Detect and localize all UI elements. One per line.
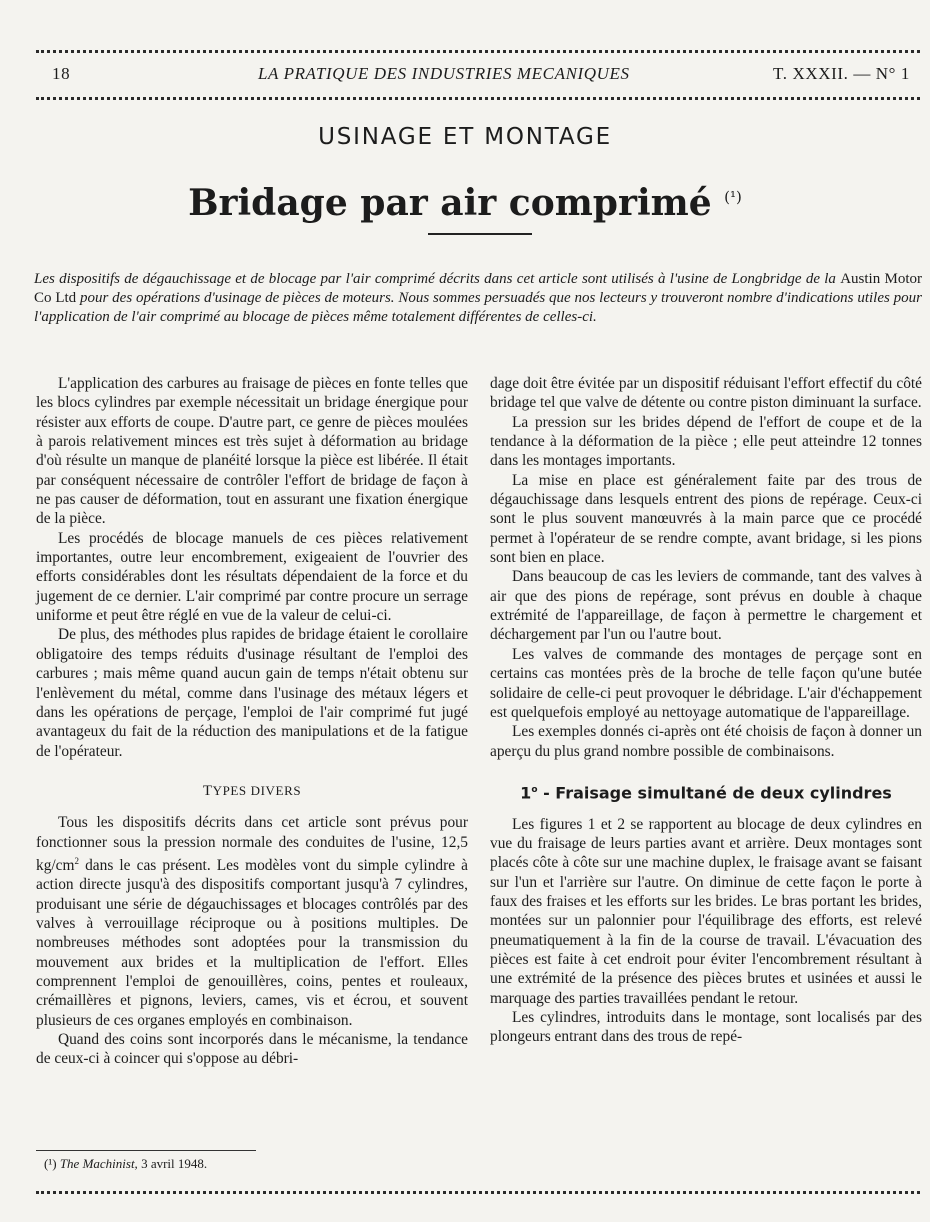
right-paragraph-0: dage doit être évitée par un dispositif réduisant l'effort effectif du côté bridage tel que valve de détente ou contre piston diminuant la surface. <box>490 375 922 412</box>
left-paragraph-4b: dans le cas présent. Les modèles vont du simple cylindre à action directe jusqu'à des dispositifs comportant jusqu'à 7 cylindres, produisant une série de dégauchissages et blocages contrôlés par des valves à verrouillage réciproque ou à positions multiples. De nombreuses méthodes sont adoptées pour la transmission du mouvement aux brides et la multiplication de l'effort. Elles comprennent l'emploi de genouillères, coins, pentes et rouleaux, crémaillères et pignons, leviers, cames, vis et écrou, et souvent plusieurs de ces organes employés en combinaison. <box>36 857 468 1029</box>
right-column <box>490 374 922 1047</box>
right-paragraph-5: Les exemples donnés ci-après ont été choisis de façon à donner un aperçu du plus grand nombre possible de combinaisons. <box>490 723 922 760</box>
lede-text-2: pour des opérations d'usinage de pièces de moteurs. Nous sommes persuadés que nos lecteurs y trouveront nombre d'indications utiles pour l'application de l'air comprimé au blocage de pièces même totalement différentes de celles-ci. <box>34 290 922 325</box>
lede-company: Austin Motor Co Ltd <box>34 271 922 306</box>
page-number: 18 <box>52 64 71 83</box>
article-title <box>0 182 930 224</box>
header-dotted-rule <box>36 97 920 100</box>
subheading-types-divers <box>36 781 468 801</box>
right-paragraph-7: Les cylindres, introduits dans le montage, sont localisés par des plongeurs entrant dans des trous de repé- <box>490 1008 922 1046</box>
subheading-fraisage <box>490 781 922 803</box>
right-paragraph-1: La pression sur les brides dépend de l'effort de coupe et de la tendance à la déformation de la pièce ; elle peut atteindre 12 tonnes dans les montages importants. <box>490 413 922 470</box>
right-paragraph-2: La mise en place est généralement faite par des trous de dégauchissage dans lesquels entrent des pions de repérage. Ceux-ci sont le plus souvent manœuvrés à la main parce que ce procédé permet à l'opérateur de se rendre compte, avant bridage, si les pions sont bien en place. <box>490 471 922 567</box>
right-paragraph-6: Les figures 1 et 2 se rapportent au blocage de deux cylindres en vue du fraisage de leurs parties avant et arrière. Deux montages sont placés côte à côte sur une machine duplex, le fraisage avant se faisant sur l'un et l'arrière sur l'autre. On diminue de cette façon le porte à faux des fraises et les efforts sur les brides. Le bras portant les brides, montées sur un palonnier pour l'équilibrage des efforts, est relevé pneumatiquement à la fin de la course de travail. L'évacuation des pièces est faite à cet endroit pour éviter l'encombrement résultant à une extrémité de la présence des pièces brutes et usinées et aussi le marquage des parties travaillées pendant le retour. <box>490 815 922 1007</box>
subheading-rest: YPES DIVERS <box>212 782 302 798</box>
unit-superscript: 2 <box>74 855 79 866</box>
top-dotted-rule <box>36 50 920 53</box>
left-column <box>36 374 468 1069</box>
footnote-date: 3 avril 1948. <box>137 1156 208 1171</box>
subheading-ordinal: o <box>531 784 538 795</box>
section-heading: USINAGE ET MONTAGE <box>318 124 612 150</box>
volume-number: T. XXXII. — N° 1 <box>773 64 910 83</box>
left-paragraph-3: De plus, des méthodes plus rapides de bridage étaient le corollaire obligatoire des temps réduits d'usinage résultant de l'emploi des carbures ; mais même quand aucun gain de temps n'était obtenu sur l'enlèvement du métal, comme dans l'usinage des métaux légers et dans les opérations de perçage, l'emploi de l'air comprimé fut jugé avantageux du fait de la réduction des manipulations et de la fatigue de l'opérateur. <box>36 626 468 760</box>
left-paragraph-5: Quand des coins sont incorporés dans le mécanisme, la tendance de ceux-ci à coincer qui s'oppose au débri- <box>36 1031 468 1068</box>
left-paragraph-4a: Tous les dispositifs décrits dans cet article sont prévus pour fonctionner sous la pression normale des conduites de l'usine, 12,5 kg/cm <box>36 814 468 875</box>
left-paragraph-2: Les procédés de blocage manuels de ces pièces relativement importantes, outre leur encombrement, exigeaient de l'ouvrier des efforts considérables dont les résultats dépendaient de la force et du jugement de ce dernier. L'air comprimé par contre procure un serrage uniforme et peut être réglé en vue de la valeur de celui-ci. <box>36 529 468 625</box>
journal-title: LA PRATIQUE DES INDUSTRIES MECANIQUES <box>258 64 630 83</box>
footnote-mark: (¹) <box>44 1156 57 1171</box>
subheading-initial: T <box>202 782 213 799</box>
title-footnote-mark: (¹) <box>724 188 742 206</box>
subheading-text: - Fraisage simultané de deux cylindres <box>537 783 892 803</box>
lede-text-1: Les dispositifs de dégauchissage et de blocage par l'air comprimé décrits dans cet article sont utilisés à l'usine de Longbridge de la <box>34 271 841 287</box>
right-paragraph-3: Dans beaucoup de cas les leviers de commande, tant des valves à air que des pions de repérage, sont prévus en double à chaque extrémité de l'appareillage, de façon à permettre le chargement et déchargement par l'un ou l'autre bout. <box>490 568 922 644</box>
right-paragraph-4: Les valves de commande des montages de perçage sont en certains cas montées près de la broche de telle façon qu'une butée solidaire de celle-ci peut provoquer le débridage. L'air d'échappement est quelquefois employé au nettoyage automatique de l'appareillage. <box>490 645 922 721</box>
left-paragraph-4 <box>36 813 468 1030</box>
running-header <box>52 64 910 86</box>
bottom-dotted-rule <box>36 1191 920 1194</box>
subheading-number: 1 <box>520 783 532 803</box>
footnote-rule <box>36 1150 256 1151</box>
lede-paragraph <box>34 270 922 327</box>
left-paragraph-1: L'application des carbures au fraisage de pièces en fonte telles que les blocs cylindres par exemple nécessitait un bridage énergique pour résister aux efforts de coupe. D'autre part, ce genre de pièces moulées à parois relativement minces est très sujet à déformation au bridage d'où résulte un manque de planéité lorsque la pièce est libérée. Il était par conséquent nécessaire de contrôler l'effort de bridage de façon à ne pas causer de déformation, tout en assurant une fixation énergique de la pièce. <box>36 375 468 528</box>
article-title-text: Bridage par air comprimé <box>188 182 712 224</box>
footnote <box>44 1156 207 1172</box>
footnote-source: The Machinist, <box>59 1156 138 1171</box>
title-rule <box>428 233 532 235</box>
